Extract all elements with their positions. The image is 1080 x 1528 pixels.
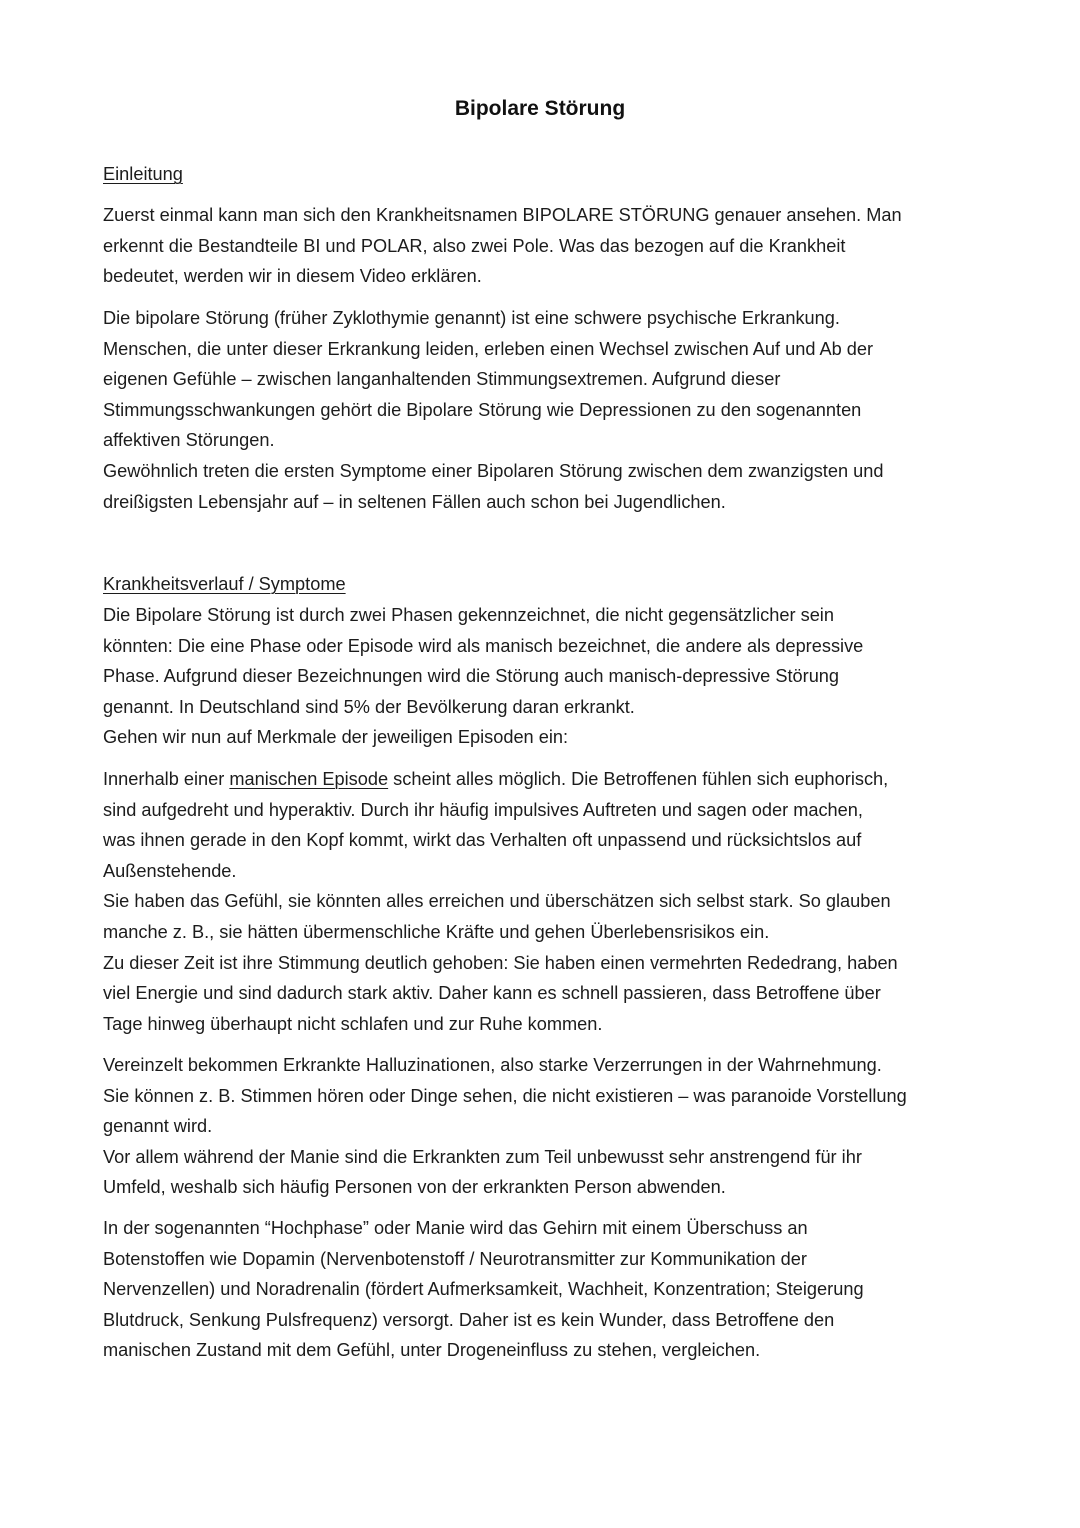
- text-line: genannt. In Deutschland sind 5% der Bevölkerung daran erkrankt.: [103, 696, 635, 717]
- text-fragment: scheint alles möglich. Die Betroffenen fühlen sich euphorisch,: [388, 769, 889, 789]
- text-line: [103, 764, 983, 795]
- text-line: Außenstehende.: [103, 860, 237, 881]
- text-line: dreißigsten Lebensjahr auf – in seltenen Fällen auch schon bei Jugendlichen.: [103, 491, 726, 512]
- text-line: Zuerst einmal kann man sich den Krankheitsnamen BIPOLARE STÖRUNG genauer ansehen. Man: [103, 205, 902, 225]
- text-line: eigenen Gefühle – zwischen langanhaltenden Stimmungsextremen. Aufgrund dieser: [103, 369, 781, 390]
- text-line: Menschen, die unter dieser Erkrankung leiden, erleben einen Wechsel zwischen Auf und Ab der: [103, 338, 874, 359]
- text-line: Sie haben das Gefühl, sie könnten alles erreichen und überschätzen sich selbst stark. So glauben: [103, 891, 891, 912]
- underlined-term: manischen Episode: [229, 769, 389, 789]
- text-line: Umfeld, weshalb sich häufig Personen von der erkrankten Person abwenden.: [103, 1177, 726, 1198]
- text-line: Gehen wir nun auf Merkmale der jeweiligen Episoden ein:: [103, 727, 569, 748]
- text-line: bedeutet, werden wir in diesem Video erklären.: [103, 266, 482, 287]
- text-line: Gewöhnlich treten die ersten Symptome einer Bipolaren Störung zwischen dem zwanzigsten und: [103, 460, 884, 481]
- text-line: manche z. B., sie hätten übermenschliche Kräfte und gehen Überlebensrisikos ein.: [103, 921, 770, 942]
- text-line: Tage hinweg überhaupt nicht schlafen und zur Ruhe kommen.: [103, 1013, 603, 1034]
- paragraph-manische-episode: [103, 764, 983, 1039]
- paragraph-intro-2: [103, 303, 983, 517]
- text-line: Nervenzellen) und Noradrenalin (fördert Aufmerksamkeit, Wachheit, Konzentration; Steigerung: [103, 1279, 864, 1300]
- text-line: Vereinzelt bekommen Erkrankte Halluzinationen, also starke Verzerrungen in der Wahrnehmung.: [103, 1055, 882, 1075]
- text-line: Vor allem während der Manie sind die Erkrankten zum Teil unbewusst sehr anstrengend für ihr: [103, 1146, 862, 1167]
- text-line: Die Bipolare Störung ist durch zwei Phasen gekennzeichnet, die nicht gegensätzlicher sein: [103, 605, 834, 625]
- document-title: Bipolare Störung: [454, 97, 626, 120]
- text-line: genannt wird.: [103, 1116, 213, 1137]
- text-line: Botenstoffen wie Dopamin (Nervenbotenstoff / Neurotransmitter zur Kommunikation der: [103, 1248, 807, 1269]
- text-line: sind aufgedreht und hyperaktiv. Durch ihr häufig impulsives Auftreten und sagen oder machen,: [103, 799, 863, 820]
- section-heading-einleitung: Einleitung: [103, 164, 183, 184]
- text-line: könnten: Die eine Phase oder Episode wird als manisch bezeichnet, die andere als depressive: [103, 635, 864, 656]
- text-line: Die bipolare Störung (früher Zyklothymie genannt) ist eine schwere psychische Erkrankung.: [103, 308, 840, 328]
- text-fragment: Innerhalb einer: [103, 769, 230, 789]
- text-line: was ihnen gerade in den Kopf kommt, wirkt das Verhalten oft unpassend und rücksichtslos auf: [103, 830, 862, 851]
- section-heading-krankheitsverlauf: Krankheitsverlauf / Symptome: [103, 574, 346, 594]
- paragraph-halluzinationen: [103, 1050, 983, 1203]
- text-line: Phase. Aufgrund dieser Bezeichnungen wird die Störung auch manisch-depressive Störung: [103, 666, 840, 687]
- text-line: Stimmungsschwankungen gehört die Bipolare Störung wie Depressionen zu den sogenannten: [103, 399, 862, 420]
- text-line: affektiven Störungen.: [103, 430, 275, 451]
- paragraph-verlauf-1: [103, 600, 983, 753]
- text-line: Blutdruck, Senkung Pulsfrequenz) versorgt. Daher ist es kein Wunder, dass Betroffene den: [103, 1309, 835, 1330]
- text-line: In der sogenannten “Hochphase” oder Manie wird das Gehirn mit einem Überschuss an: [103, 1218, 808, 1238]
- text-line: viel Energie und sind dadurch stark aktiv. Daher kann es schnell passieren, dass Betroffene über: [103, 983, 881, 1004]
- text-line: erkennt die Bestandteile BI und POLAR, also zwei Pole. Was das bezogen auf die Krankheit: [103, 235, 846, 256]
- paragraph-intro-1: [103, 200, 983, 292]
- text-line: Zu dieser Zeit ist ihre Stimmung deutlich gehoben: Sie haben einen vermehrten Rededrang, haben: [103, 952, 898, 973]
- text-line: Sie können z. B. Stimmen hören oder Dinge sehen, die nicht existieren – was paranoide Vorstellung: [103, 1085, 907, 1106]
- text-line: manischen Zustand mit dem Gefühl, unter Drogeneinfluss zu stehen, vergleichen.: [103, 1340, 761, 1361]
- paragraph-hochphase: [103, 1213, 983, 1366]
